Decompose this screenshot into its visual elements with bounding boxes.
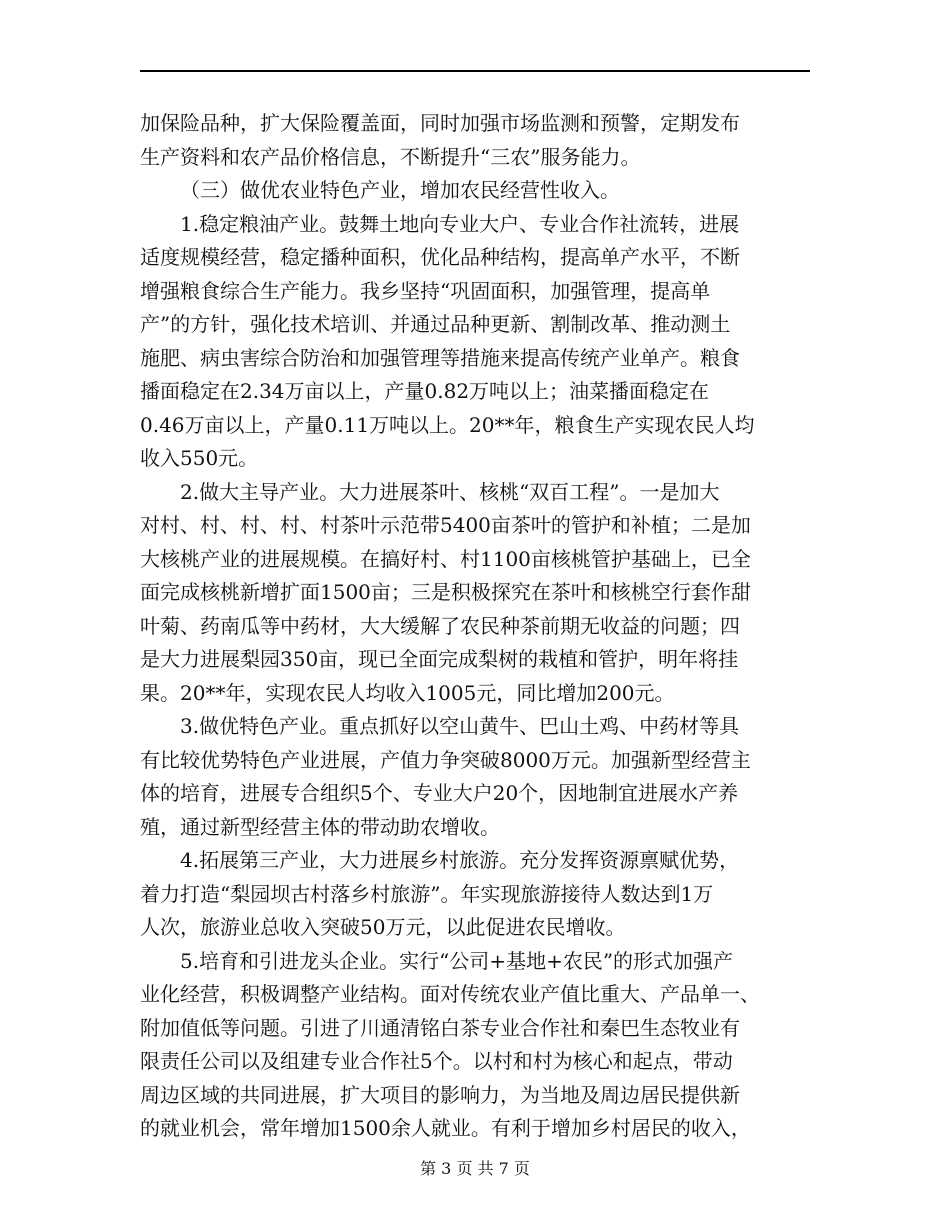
text-line: 加保险品种，扩大保险覆盖面，同时加强市场监测和预警，定期发布: [140, 111, 740, 135]
text-line: 生产资料和农产品价格信息，不断提升“三农”服务能力。: [140, 144, 641, 169]
text-line: 的就业机会，常年增加1500余人就业。有利于增加乡村居民的收入，: [140, 1116, 751, 1140]
text-line: 收入550元。: [140, 446, 259, 470]
text-line: 播面稳定在2.34万亩以上，产量0.82万吨以上；油菜播面稳定在: [140, 379, 710, 403]
text-line: 殖，通过新型经营主体的带动助农增收。: [140, 814, 500, 839]
text-line: 0.46万亩以上，产量0.11万吨以上。20**年，粮食生产实现农民人均: [140, 412, 755, 437]
text-line: 有比较优势特色产业进展，产值力争突破8000万元。加强新型经营主: [140, 747, 751, 772]
text-line: 叶菊、药南瓜等中药材，大大缓解了农民种茶前期无收益的问题；四: [140, 613, 740, 638]
text-line: （三）做优农业特色产业，增加农民经营性收入。: [180, 178, 620, 202]
text-line: 是大力进展梨园350亩，现已全面完成梨树的栽植和管护，明年将挂: [140, 647, 739, 671]
text-line: 对村、村、村、村、村茶叶示范带5400亩茶叶的管护和补植；二是加: [140, 513, 751, 537]
text-line: 限责任公司以及组建专业合作社5个。以村和村为核心和起点，带动: [140, 1049, 733, 1073]
text-line: 果。20**年，实现农民人均收入1005元，同比增加200元。: [140, 680, 675, 705]
text-line: 面完成核桃新增扩面1500亩；三是积极探究在茶叶和核桃空行套作甜: [140, 580, 751, 604]
text-line: 着力打造“梨园坝古村落乡村旅游”。年实现旅游接待人数达到1万: [140, 881, 714, 906]
text-line: 大核桃产业的进展规模。在搞好村、村1100亩核桃管护基础上，已全: [140, 546, 751, 571]
text-line: 4.拓展第三产业，大力进展乡村旅游。充分发挥资源禀赋优势，: [180, 848, 740, 872]
text-line: 3.做优特色产业。重点抓好以空山黄牛、巴山土鸡、中药材等具: [180, 714, 740, 738]
text-line: 体的培育，进展专合组织5个、专业大户20个，因地制宜进展水产养: [140, 781, 739, 805]
body-text: [140, 107, 820, 1146]
text-line: 适度规模经营，稳定播种面积，优化品种结构，提高单产水平，不断: [140, 245, 740, 269]
text-line: 周边区域的共同进展，扩大项目的影响力，为当地及周边居民提供新: [140, 1082, 740, 1107]
text-line: 5.培育和引进龙头企业。实行“公司+基地+农民”的形式加强产: [180, 948, 734, 973]
text-line: 人次，旅游业总收入突破50万元，以此促进农民增收。: [140, 915, 626, 939]
text-line: 产”的方针，强化技术培训、并通过品种更新、割制改革、推动测土: [140, 312, 731, 336]
text-line: 附加值低等问题。引进了川通清铭白茶专业合作社和秦巴生态牧业有: [140, 1015, 740, 1040]
text-line: 1.稳定粮油产业。鼓舞土地向专业大户、专业合作社流转，进展: [180, 211, 740, 236]
header-rule: [140, 70, 810, 72]
text-line: 业化经营，积极调整产业结构。面对传统农业产值比重大、产品单一、: [140, 982, 760, 1006]
page-footer: 第 3 页 共 7 页: [420, 1159, 530, 1178]
text-line: 增强粮食综合生产能力。我乡坚持“巩固面积，加强管理，提高单: [140, 278, 711, 303]
text-line: 施肥、病虫害综合防治和加强管理等措施来提高传统产业单产。粮食: [140, 345, 740, 370]
text-line: 2.做大主导产业。大力进展茶叶、核桃“双百工程”。一是加大: [180, 479, 720, 504]
